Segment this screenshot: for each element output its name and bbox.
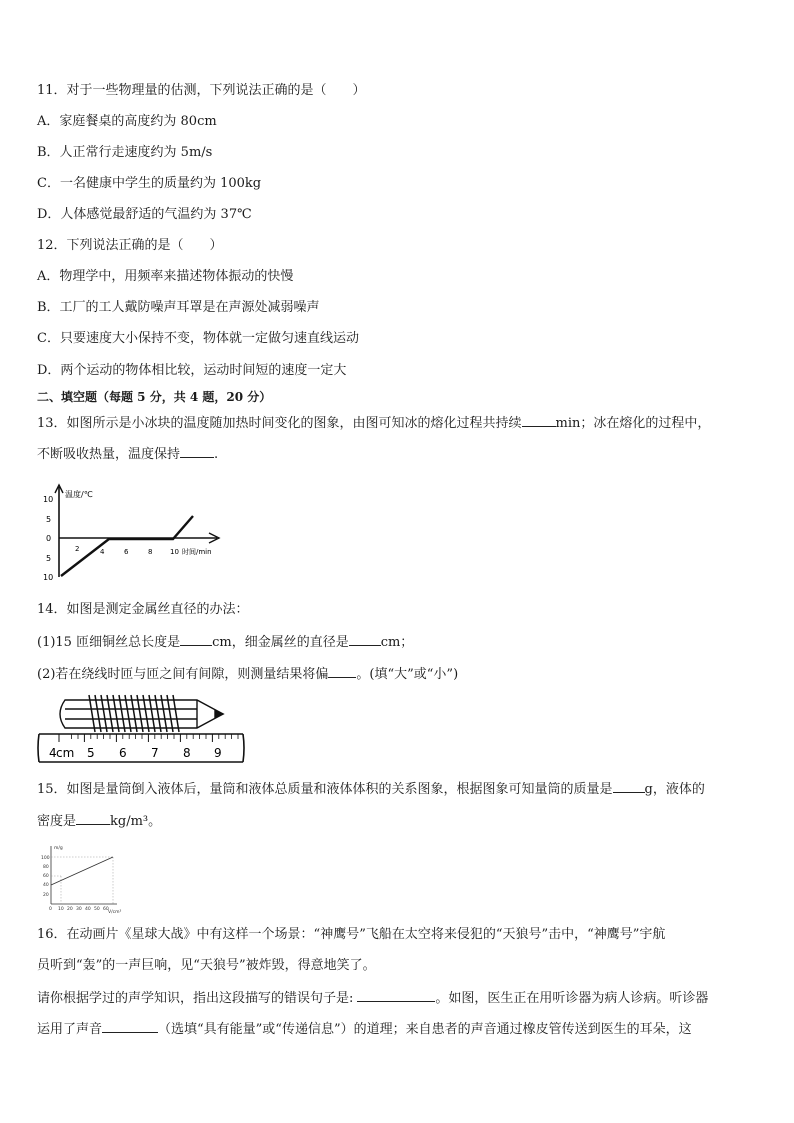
fig13-y-tick: 5 [46,554,52,563]
fig13-x-tick: 10 [170,548,179,556]
q14-part2-text-a: (2)若在绕线时匝与匝之间有间隙，则测量结果将偏 [37,667,329,682]
fig13-y-tick: 5 [46,515,52,524]
q16-text-b: 。如图，医生正在用听诊器为病人诊病。听诊器 [435,991,709,1006]
fig15-x-tick: 20 [67,907,73,912]
fig15-y-tick: 80 [43,865,49,870]
q12-option-a: A．物理学中，用频率来描述物体振动的快慢 [37,269,294,284]
q15-text-a: 15．如图是量筒倒入液体后，量筒和液体总质量和液体体积的关系图象，根据图象可知量筒的质量是 [37,782,613,797]
q11-option-c: C．一名健康中学生的质量约为 100kg [37,176,262,191]
q12-option-c: C．只要速度大小保持不变，物体就一定做匀速直线运动 [37,331,359,346]
q16-text-c: 运用了声音 [37,1022,103,1037]
ruler-unit: cm [56,746,75,760]
fig15-x-tick: 40 [85,907,91,912]
q15-text-b: g，液体的 [644,782,705,797]
q14-blank-length[interactable] [180,633,212,646]
ruler-tick-label: 9 [214,746,222,760]
fig15-y-tick: 60 [43,874,49,879]
fig15-x-tick: 60 [103,907,109,912]
q11-option-b: B．人正常行走速度约为 5m/s [37,145,213,160]
q14-part1 [37,633,413,652]
q15-text-d: kg/m³。 [110,814,162,829]
q11-option-a: A．家庭餐桌的高度约为 80cm [37,114,217,129]
ruler-tick-label: 4 [49,746,57,760]
q15-blank-density[interactable] [76,812,110,825]
fig15-y-label: m/g [54,846,63,851]
q14-part2 [37,665,458,684]
fig13-x-tick: 6 [124,548,129,556]
q16-line2: 员听到“轰”的一声巨响，见“天狼号”被炸毁，得意地笑了。 [37,958,376,973]
q12-option-b: B．工厂的工人戴防噪声耳罩是在声源处减弱噪声 [37,300,320,315]
fig13-y-tick: 10 [43,573,54,582]
q13-text-c: 不断吸收热量，温度保持 [37,447,181,462]
ruler-tick-label: 7 [151,746,159,760]
q16-line4 [37,1020,692,1039]
fig15-x-label: V/cm³ [108,910,122,915]
fig15-x-tick: 30 [76,907,82,912]
fig13-x-tick: 2 [75,545,80,553]
q15-blank-mass[interactable] [613,780,645,793]
q11-stem: 11．对于一些物理量的估测，下列说法正确的是（ ） [37,83,366,98]
q15-line2 [37,812,161,831]
q14-part1-text-c: cm； [380,635,414,650]
fig13-y-tick: 10 [43,495,54,504]
q16-text-a: 请你根据学过的声学知识，指出这段描写的错误句子是: [37,991,354,1006]
ruler-tick-label: 8 [183,746,191,760]
q12-option-d: D．两个运动的物体相比较，运动时间短的速度一定大 [37,363,347,378]
fig15-x-tick: 50 [94,907,100,912]
fig13-x-tick: 4 [100,548,105,556]
q12-stem: 12．下列说法正确的是（ ） [37,238,223,253]
q14-blank-result[interactable] [328,665,356,678]
fig13-x-label: 时间/min [182,548,212,556]
ruler-tick-label: 5 [87,746,95,760]
fig15-y-tick: 20 [43,893,49,898]
q14-part1-text-b: cm，细金属丝的直径是 [212,635,349,650]
q13-text-a: 13．如图所示是小冰块的温度随加热时间变化的图象，由图可知冰的熔化过程共持续 [37,416,522,431]
fig15-y-tick: 100 [41,856,50,861]
ruler-tick-label: 6 [119,746,127,760]
fig15-x-tick: 10 [58,907,64,912]
fig15-y-tick: 40 [43,883,49,888]
q15-figure [37,842,122,915]
fig13-y-label: 温度/℃ [65,490,93,499]
q16-blank-sentence[interactable] [357,989,435,1002]
q16-blank-sound[interactable] [102,1020,158,1033]
q13-text-b: min；冰在熔化的过程中， [555,416,711,431]
fig15-x-tick: 0 [49,907,52,912]
q13-line2 [37,445,218,464]
q14-blank-diameter[interactable] [349,633,381,646]
q13-line1 [37,414,710,433]
q13-blank-temperature[interactable] [180,445,214,458]
q13-text-d: . [214,447,219,462]
q14-part2-text-b: 。(填“大”或“小”) [356,667,459,682]
q14-part1-text-a: (1)15 匝细铜丝总长度是 [37,635,181,650]
q11-option-d: D．人体感觉最舒适的气温约为 37℃ [37,207,252,222]
q13-figure [37,477,225,587]
fig13-y-tick: 0 [46,534,52,543]
q15-text-c: 密度是 [37,814,77,829]
q15-line1 [37,780,705,799]
fig13-x-tick: 8 [148,548,153,556]
q16-line1: 16．在动画片《星球大战》中有这样一个场景：“神鹰号”飞船在太空将来侵犯的“天狼号”击中，“神鹰号”宇航 [37,927,666,942]
q16-line3 [37,989,708,1008]
q16-text-d: （选填“具有能量”或“传递信息”）的道理；来自患者的声音通过橡皮管传送到医生的耳朵，这 [158,1022,692,1037]
q14-stem: 14．如图是测定金属丝直径的办法： [37,602,249,617]
q14-figure [37,690,245,768]
q13-blank-duration[interactable] [522,414,556,427]
section-heading: 二、填空题（每题 5 分，共 4 题，20 分） [37,390,272,404]
